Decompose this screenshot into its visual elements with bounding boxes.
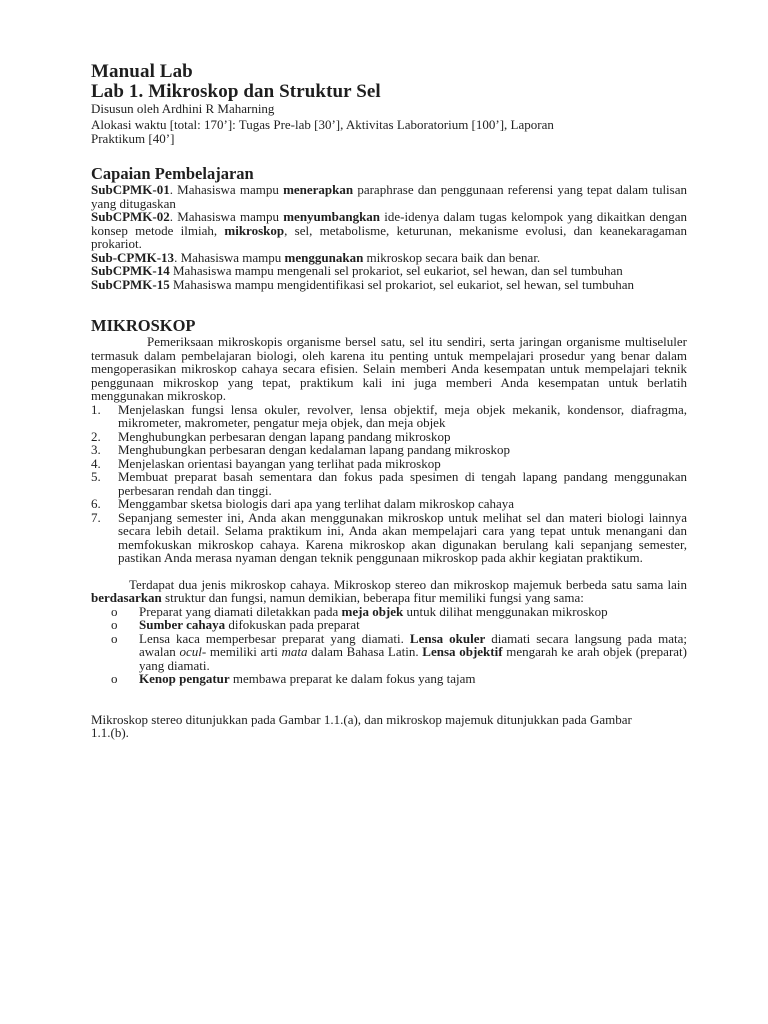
- outcome-item: SubCPMK-02. Mahasiswa mampu menyumbangkan ide-idenya dalam tugas kelompok yang dikaitkan dengan konsep metode ilmiah, mikroskop, sel, metabolisme, keturunan, mekanisme evolusi, dan keanekaragaman prokariot.: [91, 209, 688, 251]
- list-item: 1. Menjelaskan fungsi lensa okuler, revolver, lensa objektif, meja objek mekanik, kondensor, diafragma, mikrometer, makrometer, pengatur meja objek, dan meja objek: [91, 401, 687, 430]
- list-item: o Kenop pengatur membawa preparat ke dalam fokus yang tajam: [111, 671, 476, 686]
- document-content: [91, 62, 687, 740]
- microscope-heading: MIKROSKOP: [91, 316, 196, 335]
- document-title: Manual Lab: [91, 61, 193, 82]
- list-item: o Lensa kaca memperbesar preparat yang diamati. Lensa okuler diamati secara langsung pada mata; awalan ocul- memiliki arti mata dalam Bahasa Latin. Lensa objektif mengarah ke arah objek (preparat) yang diamati.: [111, 630, 688, 673]
- list-item: o Preparat yang diamati diletakkan pada meja objek untuk dilihat menggunakan mikroskop: [111, 603, 608, 619]
- bullet-marker: o: [111, 671, 118, 686]
- list-item: 2. Menghubungkan perbesaran dengan lapang pandang mikroskop: [91, 428, 451, 444]
- list-item: 5. Membuat preparat basah sementara dan fokus pada spesimen di tengah lapang pandang menggunakan perbesaran rendah dan tinggi.: [91, 469, 687, 498]
- time-allocation: Alokasi waktu [total: 170’]: Tugas Pre-lab [30’], Aktivitas Laboratorium [100’], Laporan Praktikum [40’]: [91, 117, 554, 146]
- list-item: 4. Menjelaskan orientasi bayangan yang terlihat pada mikroskop: [91, 455, 441, 471]
- outcome-item: SubCPMK-15 Mahasiswa mampu mengidentifikasi sel prokariot, sel eukariot, sel hewan, sel tumbuhan: [91, 276, 635, 292]
- list-item: 7. Sepanjang semester ini, Anda akan menggunakan mikroskop untuk melihat sel dan materi biologi lainnya secara lebih detail. Selama praktikum ini, Anda akan mempelajari cara yang tepat untuk menangani dan memfokuskan mikroskop cahaya. Karena mikroskop akan digunakan berulang kali sepanjang semester, pastikan Anda merasa nyaman dengan teknik penggunaan mikroskop pada akhir kegiatan praktikum.: [91, 509, 687, 565]
- bullet-marker: o: [111, 617, 118, 632]
- figure-reference-paragraph: Mikroskop stereo ditunjukkan pada Gambar 1.1.(a), dan mikroskop majemuk ditunjukkan pada Gambar 1.1.(b).: [91, 711, 632, 740]
- microscope-types-paragraph: Terdapat dua jenis mikroskop cahaya. Mikroskop stereo dan mikroskop majemuk berbeda satu sama lain berdasarkan struktur dan fungsi, namun demikian, beberapa fitur memiliki fungsi yang sama:: [91, 576, 687, 605]
- outcome-item: SubCPMK-01. Mahasiswa mampu menerapkan paraphrase dan penggunaan referensi yang tepat dalam tulisan yang ditugaskan: [91, 182, 688, 211]
- outcome-item: Sub-CPMK-13. Mahasiswa mampu menggunakan mikroskop secara baik dan benar.: [91, 249, 541, 265]
- list-item: 3. Menghubungkan perbesaran dengan kedalaman lapang pandang mikroskop: [91, 442, 511, 457]
- author-line: Disusun oleh Ardhini R Maharning: [91, 101, 275, 116]
- learning-outcomes-heading: Capaian Pembelajaran: [91, 164, 254, 183]
- list-item: 6. Menggambar sketsa biologis dari apa yang terlihat dalam mikroskop cahaya: [91, 496, 515, 511]
- shared-features-list: [91, 605, 687, 686]
- lab-title: Lab 1. Mikroskop dan Struktur Sel: [91, 81, 381, 102]
- objectives-list: [91, 403, 687, 565]
- learning-outcomes-list: [91, 183, 687, 291]
- bullet-marker: o: [111, 603, 118, 619]
- microscope-intro: Pemeriksaan mikroskopis organisme bersel satu, sel itu sendiri, serta jaringan organisme multiseluler termasuk dalam pembelajaran biologi, oleh karena itu penting untuk mempelajari prosedur yang benar dalam mengoperasikan mikroskop cahaya secara efisien. Selain memberi Anda kesempatan untuk mempelajari teknik penggunaan mikroskop yang tepat, praktikum kali ini juga memberi Anda kesempatan untuk berlatih menggunakan mikroskop.: [91, 334, 687, 403]
- bullet-marker: o: [111, 630, 118, 646]
- outcome-item: SubCPMK-14 Mahasiswa mampu mengenali sel prokariot, sel eukariot, sel hewan, dan sel tumbuhan: [91, 263, 623, 278]
- list-item: o Sumber cahaya difokuskan pada preparat: [111, 617, 360, 632]
